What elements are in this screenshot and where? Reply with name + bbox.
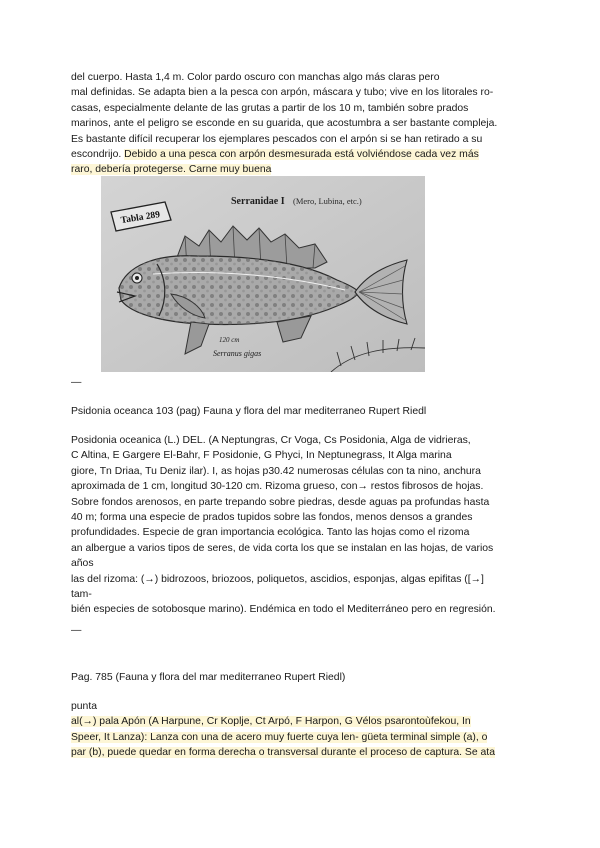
- text-line: bién especies de sotobosque marino). Endémica en todo el Mediterráneo pero en regresión.: [71, 604, 496, 616]
- separator-dash: —: [71, 377, 82, 388]
- text-line: giore, Tn Driaa, Tu Deniz ilar). I, as hojas p30.42 numerosas células con ta nino, anchura: [71, 465, 481, 477]
- heading-text: Pag. 785 (Fauna y flora del mar mediterraneo Rupert Riedl): [71, 672, 346, 683]
- text-line: Sobre fondos arenosos, en parte trepando sobre piedras, desde aguas pa profundas hasta: [71, 496, 490, 508]
- text-line: [71, 730, 529, 745]
- size-note: 120 cm: [219, 336, 240, 344]
- text-plain: escondrijo.: [71, 149, 125, 161]
- text-line: [71, 714, 529, 729]
- section-heading: [71, 404, 529, 419]
- text-line: 40 m; forma una especie de prados tupidos sobre las fondos, menos densos a grandes: [71, 512, 473, 524]
- text-line: marinos, ante el peligro se esconde en su guarida, que acostumbra a ser bastante compleja.: [71, 118, 498, 130]
- fish-drawing: [101, 176, 425, 372]
- text-line: mal definidas. Se adapta bien a la pesca con arpón, máscara y tubo; vive en los litorales ro-: [71, 87, 494, 99]
- text-line: [71, 147, 529, 162]
- highlighted-text: al(→) pala Apón (A Harpune, Cr Koplje, Ct Arpó, F Harpon, G Vélos psarontoùfekou, In: [71, 716, 471, 728]
- text-line: profundidades. Especie de gran importancia ecológica. Tanto las hojas como el rizoma: [71, 527, 470, 539]
- text-line: C Altina, E Gargere El-Bahr, F Posidonie, G Phyci, In Neptunegrass, It Alga marina: [71, 450, 452, 462]
- text-line: Posidonia oceanica (L.) DEL. (A Neptungras, Cr Voga, Cs Posidonia, Alga de vidrieras,: [71, 435, 471, 446]
- paragraph-posidonia: [71, 433, 529, 618]
- text-line: las del rizoma: (→) bidrozoos, briozoos, poliquetos, ascidios, esponjas, algas epifitas ([→]: [71, 573, 484, 585]
- highlighted-text: Speer, It Lanza): Lanza con una de acero muy fuerte cuya len- güeta terminal simple (a), o: [71, 731, 488, 743]
- text-line: [71, 745, 529, 760]
- fish-illustration: [101, 176, 425, 372]
- text-line: aproximada de 1 cm, longitud 30-120 cm. Rizoma grueso, con→ restos fibrosos de hojas.: [71, 481, 484, 493]
- table-label: Tabla 289: [120, 210, 161, 227]
- highlighted-text: Debido a una pesca con arpón desmesurada está volviéndose cada vez más: [124, 149, 479, 161]
- paragraph-arpon: [71, 699, 529, 761]
- heading-text: Psidonia oceanca 103 (pag) Fauna y flora del mar mediterraneo Rupert Riedl: [71, 406, 427, 417]
- paragraph-mero: [71, 70, 529, 178]
- text-line: an albergue a varios tipos de seres, de vida corta los que se instalan en las hojas, de varios: [71, 542, 494, 554]
- text-line: Es bastante difícil recuperar los ejemplares pescados con el arpón si se han retirado a su: [71, 133, 483, 145]
- text-line: casas, especialmente delante de las grutas a partir de los 10 m, también sobre prados: [71, 102, 469, 114]
- family-title: Serranidae I: [231, 196, 285, 207]
- family-note: (Mero, Lubina, etc.): [293, 196, 362, 206]
- text-line: del cuerpo. Hasta 1,4 m. Color pardo oscuro con manchas algo más claras pero: [71, 72, 440, 83]
- text-line: tam-: [71, 589, 92, 601]
- highlighted-text: par (b), puede quedar en forma derecha o transversal durante el proceso de captura. Se ata: [71, 747, 495, 759]
- text-line: punta: [71, 701, 98, 712]
- text-line: años: [71, 558, 94, 570]
- species-caption: Serranus gigas: [213, 349, 262, 358]
- section-heading: [71, 670, 529, 685]
- separator-dash: —: [71, 625, 82, 636]
- highlighted-text: raro, debería protegerse. Carne muy buena: [71, 164, 272, 176]
